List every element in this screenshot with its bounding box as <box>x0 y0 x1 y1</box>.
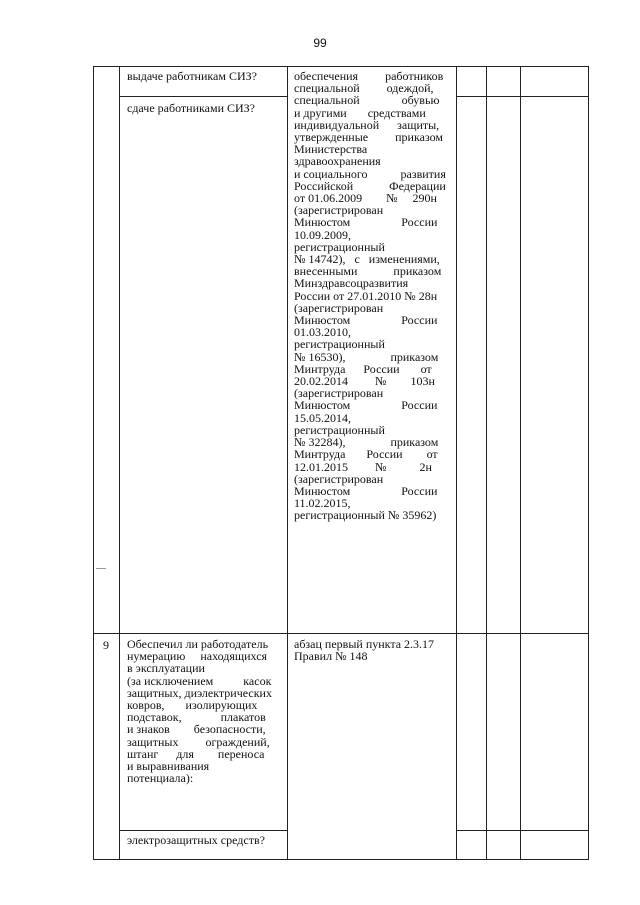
text-line: Минюстом России <box>294 483 438 498</box>
text-line: России от 27.01.2010 № 28н <box>294 288 438 303</box>
requirement-cell-numbering <box>294 638 450 662</box>
column-divider-1 <box>119 66 120 860</box>
text-line: регистрационный <box>294 337 385 352</box>
text-line: 12.01.2015 № 2н <box>294 459 432 474</box>
text-line: потенциала): <box>127 771 194 786</box>
text-line: (зарегистрирован <box>294 300 384 315</box>
table-border-top <box>93 66 589 67</box>
text-line: Минюстом России <box>294 215 438 230</box>
text-line: утвержденные приказом <box>294 130 443 145</box>
table-border-left <box>93 66 94 860</box>
question-cell-issue-ppe: выдаче работникам СИЗ? <box>127 69 257 83</box>
text-line: защитных ограждений, <box>127 734 270 749</box>
text-line: № 14742), с изменениями, <box>294 252 440 267</box>
text-line: и другими средствами <box>294 105 426 120</box>
text-line: внесенными приказом <box>294 264 442 279</box>
text-line: подставок, плакатов <box>127 710 266 725</box>
text-line: регистрационный <box>294 239 385 254</box>
text-line: Минюстом России <box>294 398 438 413</box>
text-line: (зарегистрирован <box>294 471 384 486</box>
text-line: 11.02.2015, <box>294 496 351 511</box>
text-line: 10.09.2009, <box>294 227 351 242</box>
text-line: специальной обувью <box>294 93 440 108</box>
question-cell-numbering <box>127 638 283 784</box>
text-line: абзац первый пункта 2.3.17 <box>294 637 435 651</box>
margin-mark <box>96 568 106 569</box>
text-line: в эксплуатации <box>127 661 205 676</box>
text-line: обеспечения работников <box>294 69 444 83</box>
text-line: индивидуальной защиты, <box>294 117 440 132</box>
text-line: защитных, диэлектрических <box>127 685 272 700</box>
requirement-cell-ppe <box>294 70 450 522</box>
text-line: (зарегистрирован <box>294 203 384 218</box>
column-divider-5 <box>520 66 521 860</box>
table-border-bottom <box>93 859 589 860</box>
row-divider-9 <box>93 633 589 634</box>
subrow-divider-9 <box>119 830 288 831</box>
text-line: Минтруда России от <box>294 447 438 462</box>
text-line: 20.02.2014 № 103н <box>294 374 435 389</box>
text-line: Обеспечил ли работодатель <box>127 637 269 651</box>
text-line: штанг для переноса <box>127 746 265 761</box>
question-cell-electroprotective: электрозащитных средств? <box>127 833 265 847</box>
text-line: и социального развития <box>294 166 446 181</box>
column-divider-2 <box>287 66 288 860</box>
text-line: № 16530), приказом <box>294 349 439 364</box>
question-cell-return-ppe: сдаче работниками СИЗ? <box>127 101 255 115</box>
text-line: 15.05.2014, <box>294 410 351 425</box>
text-line: Правил № 148 <box>294 649 368 664</box>
text-line: Министерства <box>294 142 368 157</box>
checklist-table <box>93 66 589 860</box>
text-line: № 32284), приказом <box>294 435 439 450</box>
text-line: ковров, изолирующих <box>127 698 258 713</box>
page-number: 99 <box>313 36 327 50</box>
text-line: здравоохранения <box>294 154 381 169</box>
text-line: регистрационный № 35962) <box>294 508 437 523</box>
text-line: Минюстом России <box>294 313 438 328</box>
text-line: Минздравсоцразвития <box>294 276 409 291</box>
subrow-divider-a-marks <box>456 96 589 97</box>
text-line: и выравнивания <box>127 759 210 774</box>
text-line: Российской Федерации <box>294 178 446 193</box>
subrow-divider-a <box>119 96 288 97</box>
text-line: нумерацию находящихся <box>127 649 268 664</box>
row-number: 9 <box>103 638 109 652</box>
column-divider-3 <box>456 66 457 860</box>
table-border-right <box>588 66 589 860</box>
text-line: и знаков безопасности, <box>127 722 266 737</box>
text-line: регистрационный <box>294 422 385 437</box>
subrow-divider-9-marks <box>456 830 589 831</box>
text-line: от 01.06.2009 № 290н <box>294 191 437 206</box>
text-line: (зарегистрирован <box>294 386 384 401</box>
text-line: Минтруда России от <box>294 361 432 376</box>
text-line: 01.03.2010, <box>294 325 351 340</box>
text-line: специальной одеждой, <box>294 81 434 96</box>
column-divider-4 <box>486 66 487 860</box>
text-line: (за исключением касок <box>127 673 272 688</box>
